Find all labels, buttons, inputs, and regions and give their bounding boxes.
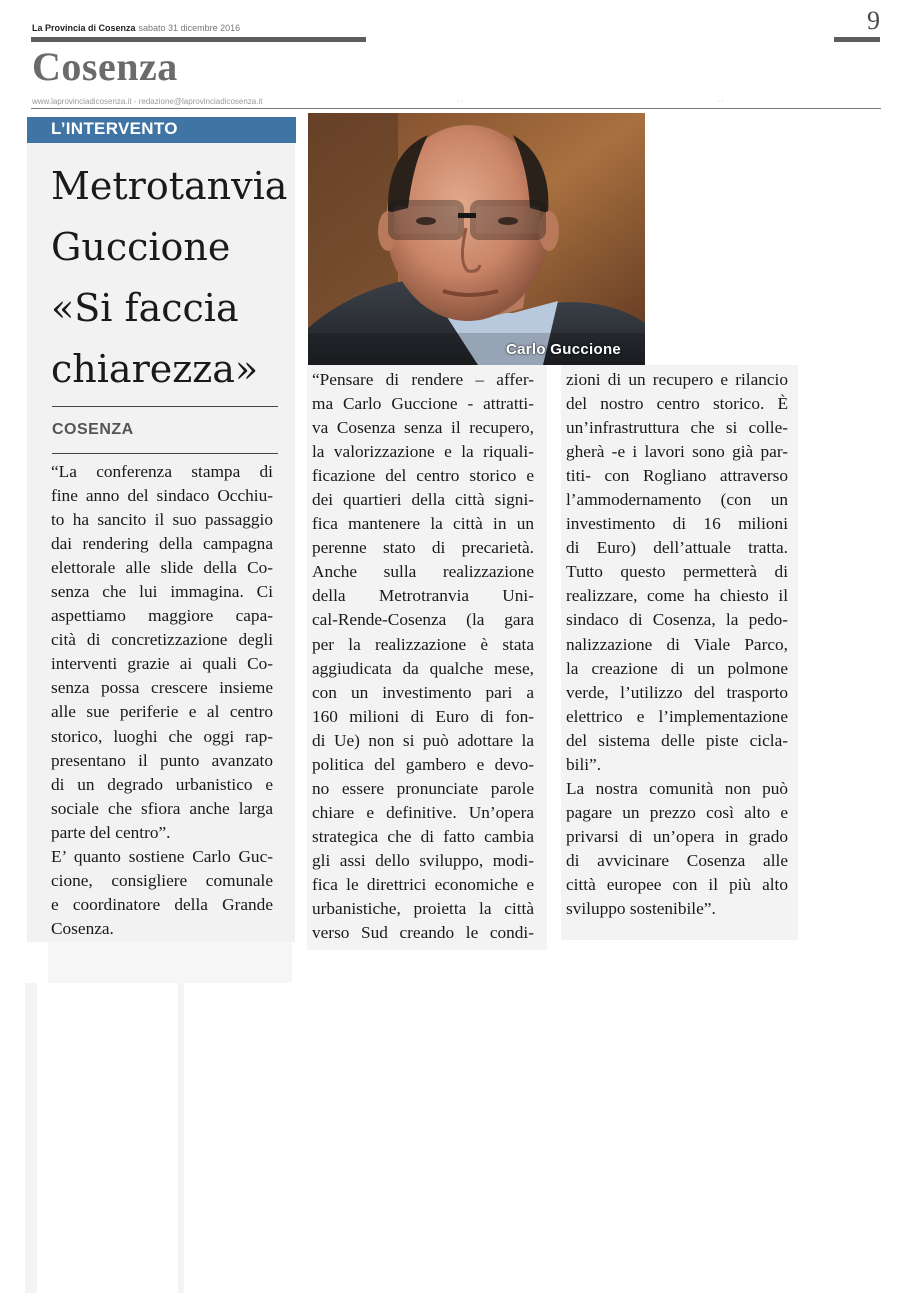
headline-line: Metrotanvia [51, 164, 288, 208]
text-line: gherà -e i lavori sono già par- [566, 442, 788, 462]
text-line: strategica che di fatto cambia [312, 826, 534, 846]
text-line: elettorale alle slide della Co- [51, 558, 273, 578]
section-title: Cosenza [32, 44, 178, 89]
text-line: Cosenza. [51, 918, 114, 938]
text-line: Anche sulla realizzazione [312, 562, 534, 582]
text-line: investimento di 16 milioni [566, 514, 788, 534]
text-line: elettrico e l’implementazione [566, 706, 788, 726]
dateline: COSENZA [52, 421, 134, 438]
masthead-contacts: www.laprovinciadicosenza.it - redazione@laprovinciadicosenza.it [32, 97, 263, 106]
dateline-rule-top [52, 406, 278, 407]
page-number: 9 [867, 6, 880, 35]
text-line: fica le direttrici economiche e [312, 874, 534, 894]
masthead-rule-left [31, 37, 366, 42]
text-line: aspettiamo maggiore capa- [51, 606, 273, 626]
text-line: to ha sancito il suo passaggio [51, 510, 273, 530]
text-line: sindaco di Cosenza, la pedo- [566, 610, 788, 630]
text-line: aggiudicata da qualche mese, [312, 658, 534, 678]
text-line: chiare e definitive. Un’opera [312, 802, 534, 822]
text-line: e coordinatore della Grande [51, 894, 273, 914]
text-line: interventi grazie ai quali Co- [51, 654, 273, 674]
article-column-2 [312, 368, 534, 945]
text-line: urbanistiche, proietta la città [312, 899, 534, 919]
text-line: dai rendering della campagna [51, 534, 273, 554]
text-line: E’ quanto sostiene Carlo Guc- [51, 846, 273, 866]
text-line: sviluppo sostenibile”. [566, 899, 716, 919]
text-line: gli assi dello sviluppo, modi- [312, 850, 534, 870]
text-line: del sistema delle piste cicla- [566, 730, 788, 750]
text-line: Tutto questo permetterà di [566, 562, 788, 582]
text-line: la creazione di un polmone [566, 658, 788, 678]
column-1-footer-box [48, 942, 292, 983]
text-line: di Ue) non si può adottare la [312, 730, 534, 750]
masthead-bottom-rule [31, 108, 881, 109]
text-line: va Cosenza senza il recupero, [312, 418, 534, 438]
text-line: dei quartieri della città signi- [312, 490, 534, 510]
portrait-image [308, 113, 645, 365]
portrait-photo [308, 113, 645, 365]
dateline-rule-bottom [52, 453, 278, 454]
headline-line: chiarezza» [51, 347, 259, 391]
text-line: 160 milioni di Euro di fon- [312, 706, 534, 726]
text-line: ma Carlo Guccione - attratti- [312, 394, 534, 414]
issue-date: sabato 31 dicembre 2016 [138, 23, 241, 33]
mark-dot: · · [457, 98, 464, 105]
text-line: fica mantenere la città in un [312, 514, 534, 534]
text-line: nalizzazione di Viale Parco, [566, 634, 788, 654]
text-line: La nostra comunità non può [566, 778, 788, 798]
text-line: “Pensare di rendere – affer- [312, 370, 534, 389]
paper-name: La Provincia di Cosenza [32, 23, 136, 33]
text-line: cità di concretizzazione degli [51, 630, 273, 650]
empty-box-right [178, 983, 184, 1293]
masthead-rule-right [834, 37, 880, 42]
text-line: perenne stato di precarietà. [312, 538, 534, 558]
text-line: ficazione del centro storico e [312, 466, 534, 486]
text-line: con un investimento pari a [312, 682, 534, 702]
text-line: della Metrotranvia Uni- [312, 586, 534, 606]
photo-caption: Carlo Guccione [506, 341, 622, 358]
text-line: l’ammodernamento (con un [566, 490, 788, 510]
text-line: di Euro) dell’attuale tratta. [566, 538, 788, 558]
text-line: verde, l’utilizzo del trasporto [566, 682, 788, 702]
text-line: no essere pronunciate parole [312, 778, 534, 798]
text-line: zioni di un recupero e rilancio [566, 370, 788, 389]
headline [51, 156, 296, 400]
text-line: senza possa crescere insieme [51, 678, 273, 698]
text-line: del nostro centro storico. È [566, 394, 788, 414]
text-line: privarsi di un’opera in grado [566, 826, 788, 846]
text-line: fine anno del sindaco Occhiu- [51, 486, 273, 506]
text-line: la valorizzazione e la riquali- [312, 442, 534, 462]
text-line: realizzare, come ha chiesto il [566, 586, 788, 606]
text-line: “La conferenza stampa di [51, 462, 273, 481]
text-line: pagare un prezzo così alto e [566, 802, 788, 822]
text-line: storico, luoghi che oggi rap- [51, 726, 273, 746]
text-line: parte del centro”. [51, 822, 171, 842]
text-line: presentano il punto avanzato [51, 750, 273, 770]
text-line: senza che lui immagina. Ci [51, 582, 273, 602]
masthead-paper-name [32, 23, 240, 33]
article-column-3 [566, 368, 788, 921]
mark-dot: · · [717, 98, 724, 105]
text-line: alle sue periferie e al centro [51, 702, 273, 722]
text-line: politica del gambero e devo- [312, 754, 534, 774]
text-line: titi- con Rogliano attraverso [566, 466, 788, 486]
text-line: di avvicinare Cosenza alle [566, 850, 788, 870]
empty-box-left [25, 983, 37, 1293]
text-line: verso Sud creando le condi- [312, 923, 534, 943]
article-column-1 [51, 460, 273, 941]
text-line: città europee con il più alto [566, 874, 788, 894]
text-line: bili”. [566, 754, 602, 774]
text-line: sociale che sfiora anche larga [51, 798, 273, 818]
text-line: di un degrado urbanistico e [51, 774, 273, 794]
headline-line: Guccione [51, 225, 231, 269]
text-line: per la realizzazione è stata [312, 634, 534, 654]
headline-line: «Si faccia [51, 286, 239, 330]
kicker: L’INTERVENTO [51, 119, 178, 138]
text-line: cal-Rende-Cosenza (la gara [312, 610, 534, 630]
text-line: cione, consigliere comunale [51, 870, 273, 890]
text-line: un’infrastruttura che si colle- [566, 418, 788, 438]
